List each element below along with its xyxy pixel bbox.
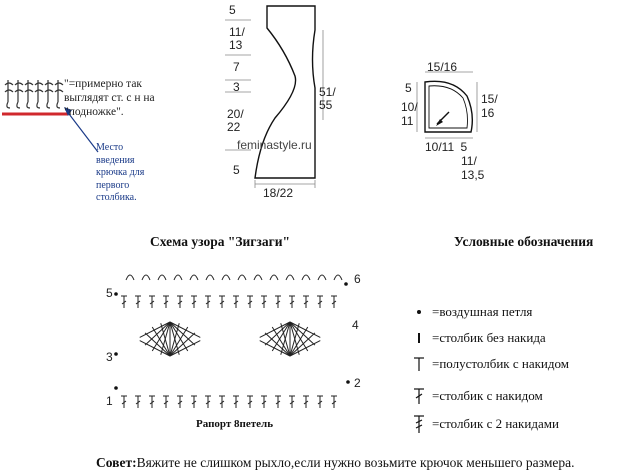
tip-text: Вяжите не слишком рыхло,если нужно возьмите крючок меньшего размера. (136, 455, 575, 470)
arrow-label-5: столбика. (96, 192, 137, 203)
edge-dot (344, 282, 348, 286)
chain-arch (190, 275, 198, 280)
schematic-right-2: 55 (319, 98, 333, 112)
chain-arch (238, 275, 246, 280)
caption-line-3: "подножке". (64, 106, 124, 118)
chain-icon (408, 302, 430, 322)
edge-dot (114, 292, 118, 296)
legend-title: Условные обозначения (454, 234, 594, 249)
foot-stitch-note (0, 30, 180, 245)
arrow-label-3: крючка для (96, 167, 145, 178)
row-label-2: 2 (354, 376, 361, 390)
tip-prefix: Совет: (96, 455, 137, 470)
chain-arch (158, 275, 166, 280)
single-crochet-icon (408, 328, 430, 348)
sleeve-bottom-right-1: 11/ (461, 154, 477, 168)
chain-arch (334, 275, 342, 280)
schematic-left-1: 5 (229, 3, 236, 17)
sleeve-bottom-2: 5 (460, 140, 468, 154)
schematic-bottom: 18/22 (263, 186, 294, 200)
legend-item-chain: =воздушная петля (408, 302, 532, 322)
edge-dot (346, 380, 350, 384)
chain-arch (206, 275, 214, 280)
sleeve-left-2: 10/ (401, 100, 418, 114)
schematic-left-8: 5 (233, 163, 240, 177)
sleeve-bottom-right-2: 13,5 (461, 168, 485, 182)
chain-arch (174, 275, 182, 280)
chain-arch (286, 275, 294, 280)
row-label-3: 3 (106, 350, 113, 364)
sleeve-top: 15/16 (427, 60, 458, 74)
chain-arch (270, 275, 278, 280)
legend-item-half-double: =полустолбик с накидом (408, 354, 569, 374)
schematic-left-3: 13 (229, 38, 243, 52)
treble-crochet-icon (408, 414, 430, 434)
sleeve-left-1: 5 (405, 81, 412, 95)
legend-item-single-crochet: =столбик без накида (408, 328, 546, 348)
chain-arch (302, 275, 310, 280)
row-label-4: 4 (352, 318, 359, 332)
row-label-1: 1 (106, 394, 113, 408)
tip (96, 455, 574, 471)
row-label-6: 6 (354, 272, 361, 286)
legend-item-double: =столбик с накидом (408, 386, 543, 406)
schematic-left-4: 7 (233, 60, 240, 74)
chart-title: Схема узора "Зигзаги" (150, 234, 290, 249)
legend-item-treble: =столбик с 2 накидами (408, 414, 559, 434)
sleeve-right-1: 15/ (481, 92, 498, 106)
foot-stitch-drawing (0, 30, 180, 245)
garment-schematic (215, 0, 365, 210)
sleeve-left-3: 11 (401, 114, 414, 128)
edge-dot (114, 352, 118, 356)
sleeve-schematic (395, 50, 525, 185)
sleeve-right-2: 16 (481, 106, 495, 120)
arrow-label-2: введения (96, 154, 135, 166)
schematic-left-7: 22 (227, 120, 241, 134)
watermark: feminastyle.ru (237, 138, 312, 152)
double-crochet-icon (408, 386, 430, 406)
chain-arch (318, 275, 326, 280)
schematic-left-2: 11/ (229, 25, 245, 39)
stitch-chart (100, 264, 370, 434)
edge-dot (114, 386, 118, 390)
arrow-label-4: первого (96, 179, 130, 191)
row-label-5: 5 (106, 286, 113, 300)
chain-arch (254, 275, 262, 280)
half-double-crochet-icon (408, 354, 430, 374)
caption-line-1: "=примерно так (64, 78, 143, 90)
schematic-left-5: 3 (233, 80, 240, 94)
chain-arch (222, 275, 230, 280)
caption-line-2: выглядят ст. с н на (64, 92, 155, 104)
schematic-right-1: 51/ (319, 85, 336, 99)
stitch-chart-drawing (100, 264, 370, 414)
sleeve-bottom-1: 10/11 (425, 140, 455, 154)
schematic-left-6: 20/ (227, 107, 244, 121)
arrow-label-1: Место (96, 142, 124, 153)
repeat-label: Рапорт 8петель (196, 418, 274, 430)
chain-arch (126, 275, 134, 280)
chain-arch (142, 275, 150, 280)
